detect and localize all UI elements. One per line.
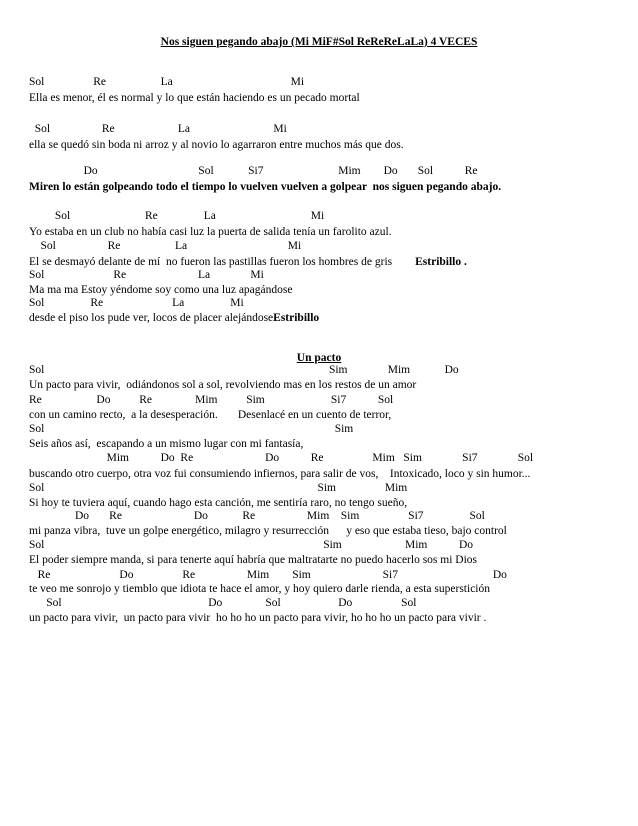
lyric-text: El poder siempre manda, si para tenerte aquí habría que maltratarte no puedo hacerlo sos mi Dios [29,554,478,566]
lyric-line [29,311,319,325]
lyric-line [29,138,404,152]
chord-line: Do Re Do Re Mim Sim Si7 Sol [29,510,485,522]
lyric-line [29,524,507,538]
lyric-line [29,467,530,481]
lyric-line [29,283,292,297]
chord-line: Sol Re La Mi [29,297,244,309]
lyric-text: un pacto para vivir, un pacto para vivir ho ho ho un pacto para vivir, ho ho ho un pacto para vivir . [29,612,487,624]
estribillo-tag: Estribillo [273,312,320,324]
lyric-text: El se desmayó delante de mí no fueron las pastillas fueron los hombres de gris [29,256,393,268]
song-title: Nos siguen pegando abajo (Mi MiF#Sol ReReReLaLa) 4 VECES [160,36,478,48]
lyric-text: Un pacto para vivir, odiándonos sol a sol, revolviendo mas en los restos de un amor [29,379,417,391]
lyric-text: te veo me sonrojo y tiemblo que idiota te hace el amor, y hoy quiero darle rienda, a esta superstición [29,583,490,595]
chord-line: Re Do Re Mim Sim Si7 Sol [29,394,394,406]
chord-line: Sol Sim Mim Do [29,364,459,376]
lyric-text: con un camino recto, a la desesperación. Desenlacé en un cuento de terror, [29,409,392,421]
lyric-text: desde el piso los pude ver, locos de placer alejándose [29,312,274,324]
chord-line: Do Sol Si7 Mim Do Sol Re [29,165,478,177]
estribillo-tag: Estribillo . [392,256,467,268]
lyric-line [29,582,490,596]
chord-line: Sol Re La Mi [29,123,287,135]
chord-line: Sol Re La Mi [29,269,264,281]
lyric-text: Yo estaba en un club no había casi luz la puerta de salida tenía un farolito azul. [29,226,392,238]
lyric-text: Ma ma ma Estoy yéndome soy como una luz apagándose [29,284,293,296]
chord-line: Mim Do Re Do Re Mim Sim Si7 Sol [29,452,534,464]
lyric-line [29,378,416,392]
chord-line: Sol Do Sol Do Sol [29,597,417,609]
chord-line: Sol Sim Mim Do [29,539,474,551]
lyric-line [29,91,360,105]
lyric-line [29,255,467,269]
chorus-line: Miren lo están golpeando todo el tiempo lo vuelven vuelven a golpear nos siguen pegando abajo. [29,181,502,193]
chord-line: Sol Re La Mi [29,76,305,88]
lyric-line [29,437,303,451]
lyric-line [29,553,477,567]
lyric-line [29,408,391,422]
lyric-text: buscando otro cuerpo, otra voz fui consumiendo infiernos, para salir de vos, Intoxicado, loco y sin humor... [29,468,531,480]
lyric-text: Si hoy te tuviera aquí, cuando hago esta canción, me sentiría raro, no tengo sueño, [29,497,408,509]
chord-line: Sol Re La Mi [29,240,302,252]
lyric-line [29,496,407,510]
chord-line: Sol Sim [29,423,354,435]
section-heading: Un pacto [296,352,342,364]
lyric-text: mi panza vibra, tuve un golpe energético, milagro y resurrección y eso que estaba tieso, bajo control [29,525,507,537]
chord-line: Re Do Re Mim Sim Si7 Do [29,569,507,581]
lyric-line [29,225,392,239]
lyric-text: Seis años así, escapando a un mismo lugar con mi fantasía, [29,438,304,450]
lyric-line [29,611,486,625]
lyric-text: ella se quedó sin boda ni arroz y al novio lo agarraron entre muchos más que dos. [29,139,404,151]
chord-line: Sol Re La Mi [29,210,325,222]
chord-line: Sol Sim Mim [29,482,408,494]
lyric-text: Ella es menor, él es normal y lo que están haciendo es un pecado mortal [29,92,360,104]
